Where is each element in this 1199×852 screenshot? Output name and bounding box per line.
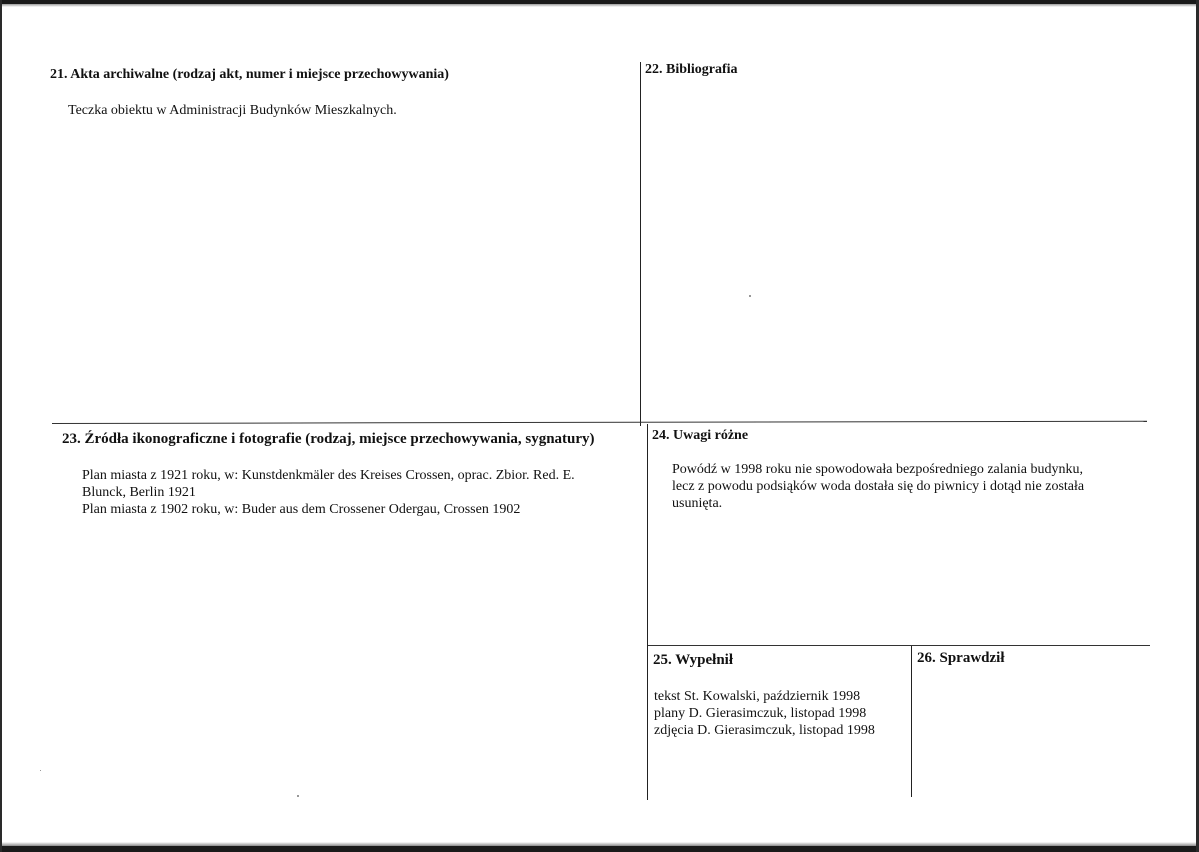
section-24-heading: 24. Uwagi różne: [652, 428, 749, 443]
section-22-heading: 22. Bibliografia: [645, 62, 738, 77]
section-24-line: lecz z powodu podsiąków woda dostała się do piwnicy i dotąd nie została: [672, 479, 1085, 494]
scan-speck: [749, 295, 751, 297]
section-24-line: Powódź w 1998 roku nie spowodowała bezpośredniego zalania budynku,: [672, 462, 1083, 477]
divider-horizontal-25-26: [648, 645, 1150, 646]
section-23-text: [82, 467, 575, 518]
section-21-heading: 21. Akta archiwalne (rodzaj akt, numer i miejsce przechowywania): [50, 67, 449, 82]
divider-vertical-main-top: [640, 62, 641, 426]
section-21-text: Teczka obiektu w Administracji Budynków Mieszkalnych.: [68, 103, 397, 118]
section-25-line: plany D. Gierasimczuk, listopad 1998: [654, 706, 867, 721]
section-25-text: [654, 688, 875, 739]
divider-vertical-main-bottom: [647, 424, 648, 800]
section-23-line: Blunck, Berlin 1921: [82, 485, 196, 500]
scan-edge-left: [0, 0, 2, 852]
divider-vertical-25-26: [911, 645, 912, 797]
section-23-line: Plan miasta z 1921 roku, w: Kunstdenkmäler des Kreises Crossen, oprac. Zbior. Red. E.: [82, 468, 575, 483]
scan-edge-bottom: [0, 846, 1199, 852]
section-25-line: zdjęcia D. Gierasimczuk, listopad 1998: [654, 723, 875, 738]
section-25-heading: 25. Wypełnił: [653, 652, 734, 668]
section-24-line: usunięta.: [672, 496, 723, 511]
section-24-text: [672, 461, 1084, 512]
section-23-heading: 23. Źródła ikonograficzne i fotografie (rodzaj, miejsce przechowywania, sygnatury): [62, 431, 595, 447]
scan-edge-top-shade: [0, 4, 1199, 7]
divider-horizontal-middle: [52, 421, 1147, 424]
section-26-heading: 26. Sprawdził: [917, 650, 1005, 666]
scan-speck: [40, 770, 41, 771]
scan-speck: [297, 795, 299, 797]
section-25-line: tekst St. Kowalski, październik 1998: [654, 689, 861, 704]
section-23-line: Plan miasta z 1902 roku, w: Buder aus dem Crossener Odergau, Crossen 1902: [82, 502, 521, 517]
